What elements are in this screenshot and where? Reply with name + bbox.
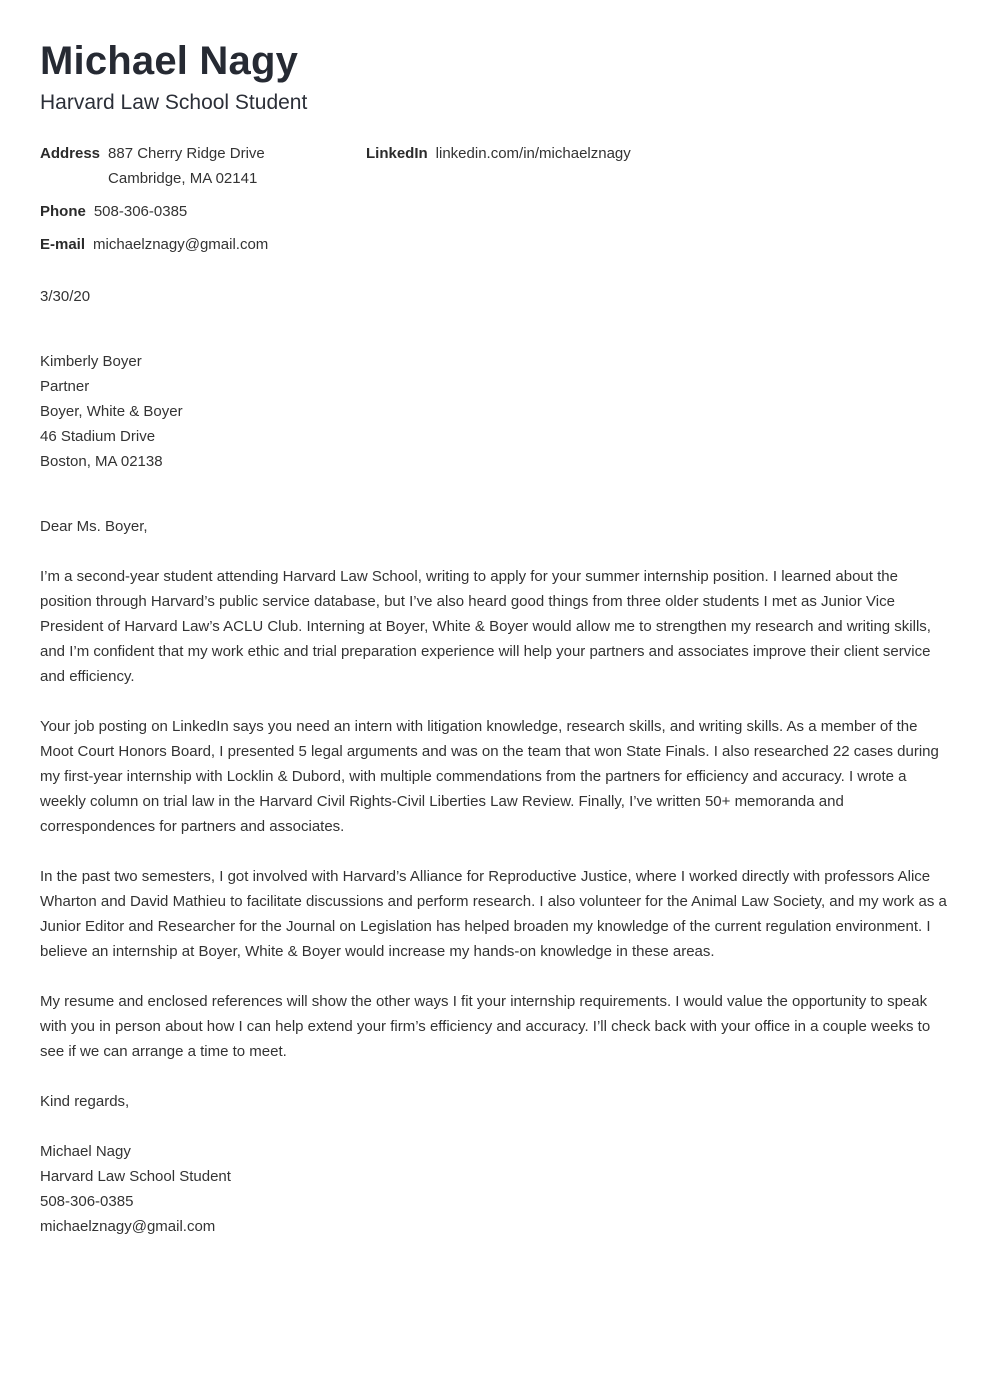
signature-block — [40, 1139, 950, 1239]
phone-value: 508-306-0385 — [93, 203, 188, 220]
address-line-1: 887 Cherry Ridge Drive — [108, 145, 265, 162]
salutation: Dear Ms. Boyer, — [40, 518, 148, 535]
address-label: Address — [40, 145, 101, 162]
applicant-name: Michael Nagy — [40, 39, 299, 83]
letter-date: 3/30/20 — [40, 288, 91, 305]
recipient-name: Kimberly Boyer — [40, 353, 142, 370]
paragraph-2: Your job posting on LinkedIn says you need an intern with litigation knowledge, research skills, and writing skills. As a member of the Moot Court Honors Board, I presented 5 legal arguments and was on the team that won State Finals. I also researched 22 cases during my first-year internship with Locklin & Dubord, with multiple commendations from the partners for efficiency and accuracy. I wrote a weekly column on trial law in the Harvard Civil Rights-Civil Liberties Law Review. Finally, I’ve written 50+ memoranda and correspondences for partners and associates. — [40, 718, 939, 835]
closing: Kind regards, — [40, 1093, 130, 1110]
recipient-title: Partner — [40, 378, 90, 395]
signature-phone: 508-306-0385 — [40, 1193, 134, 1210]
recipient-street: 46 Stadium Drive — [40, 428, 156, 445]
contact-info — [40, 141, 950, 256]
paragraph-1: I’m a second-year student attending Harvard Law School, writing to apply for your summer internship position. I learned about the position through Harvard’s public service database, but I’ve also heard good things from three older students I met as Junior Vice President of Harvard Law’s ACLU Club. Interning at Boyer, White & Boyer would allow me to strengthen my research and writing skills, and I’m confident that my work ethic and trial preparation experience will help your partners and associates improve their client service and efficiency. — [40, 568, 931, 685]
contact-linkedin — [366, 141, 631, 166]
linkedin-link[interactable]: linkedin.com/in/michaelznagy — [435, 145, 631, 162]
address-line-2: Cambridge, MA 02141 — [108, 170, 258, 187]
recipient-city: Boston, MA 02138 — [40, 453, 163, 470]
paragraph-4: My resume and enclosed references will show the other ways I fit your internship requirements. I would value the opportunity to speak with you in person about how I can help extend your firm’s efficiency and accuracy. I’ll check back with your office in a couple weeks to see if we can arrange a time to meet. — [40, 993, 931, 1060]
recipient-company: Boyer, White & Boyer — [40, 403, 183, 420]
phone-label: Phone — [40, 203, 86, 220]
signature-title: Harvard Law School Student — [40, 1168, 231, 1185]
contact-phone — [40, 199, 187, 224]
linkedin-label: LinkedIn — [366, 145, 428, 162]
signature-email: michaelznagy@gmail.com — [40, 1218, 216, 1235]
email-label: E-mail — [40, 236, 86, 253]
recipient-block — [40, 349, 950, 474]
signature-name: Michael Nagy — [40, 1143, 131, 1160]
applicant-title: Harvard Law School Student — [40, 91, 308, 114]
letter-body — [40, 284, 950, 1239]
paragraph-3: In the past two semesters, I got involved with Harvard’s Alliance for Reproductive Justice, where I worked directly with professors Alice Wharton and David Mathieu to facilitate discussions and perform research. I also volunteer for the Animal Law Society, and my work as a Junior Editor and Researcher for the Journal on Legislation has helped broaden my knowledge of the current regulation environment. I believe an internship at Boyer, White & Boyer would increase my hands-on knowledge in these areas. — [40, 868, 947, 960]
email-link[interactable]: michaelznagy@gmail.com — [93, 236, 269, 253]
address-value — [108, 141, 265, 191]
contact-email — [40, 232, 268, 257]
contact-address — [40, 141, 265, 191]
